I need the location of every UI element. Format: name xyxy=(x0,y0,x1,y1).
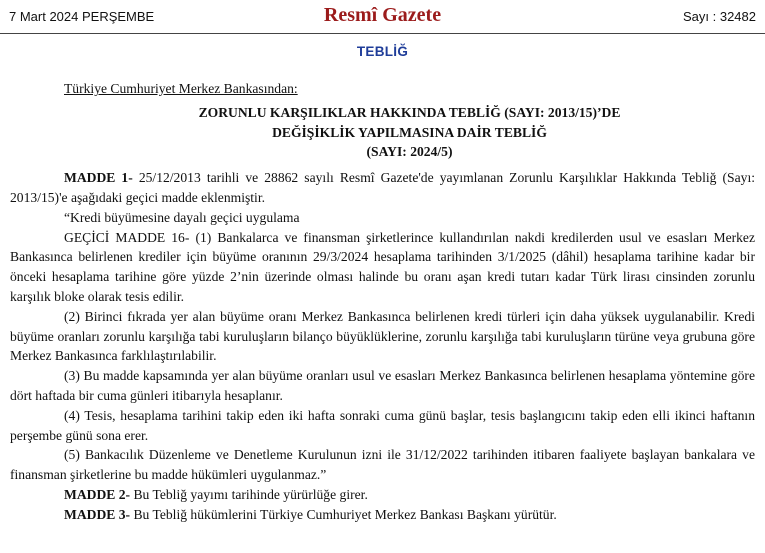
article-text: Bu Tebliğ yayımı tarihinde yürürlüğe girer. xyxy=(130,486,368,502)
article-text: Bu Tebliğ hükümlerini Türkiye Cumhuriyet Merkez Bankası Başkanı yürütür. xyxy=(130,506,557,522)
article-paragraph xyxy=(10,406,755,446)
article-paragraph xyxy=(10,228,755,307)
article-label: MADDE 1- xyxy=(64,170,133,186)
article-paragraph xyxy=(10,307,755,366)
article-label: MADDE 3- xyxy=(64,506,131,522)
issuer-line: Türkiye Cumhuriyet Merkez Bankasından: xyxy=(64,81,298,96)
publication-date: 7 Mart 2024 PERŞEMBE xyxy=(9,9,155,24)
title-line: DEĞİŞİKLİK YAPILMASINA DAİR TEBLİĞ xyxy=(272,124,547,140)
articles xyxy=(10,168,755,524)
article-text: (5) Bankacılık Düzenleme ve Denetleme Kurulunun izni ile 31/12/2022 tarihinden itibaren faaliyete başlayan bankalara ve finansman şirketlerine bu madde hükümleri uygulanmaz.” xyxy=(10,447,755,483)
title-line: ZORUNLU KARŞILIKLAR HAKKINDA TEBLİĞ (SAYI: 2013/15)’DE xyxy=(198,104,621,120)
document-body xyxy=(0,59,765,525)
article-paragraph xyxy=(10,505,755,525)
gazette-header xyxy=(0,0,765,34)
article-text: (3) Bu madde kapsamında yer alan büyüme oranları usul ve esasları Merkez Bankasınca belirlenen hesaplama yöntemine göre dört haftada bir cuma günleri itibarıyla hesaplanır. xyxy=(10,368,755,403)
article-paragraph xyxy=(10,366,755,406)
issue-number: Sayı : 32482 xyxy=(683,9,756,24)
article-paragraph xyxy=(10,168,755,208)
article-paragraph xyxy=(10,485,755,505)
article-paragraph xyxy=(10,208,755,228)
article-text: 25/12/2013 tarihli ve 28862 sayılı Resmî Gazete'de yayımlanan Zorunlu Karşılıklar Hakkında Tebliğ (Sayı: 2013/15)'e aşağıdaki geçici madde eklenmiştir. xyxy=(10,170,755,205)
document-title xyxy=(64,103,755,162)
article-text: (4) Tesis, hesaplama tarihini takip eden iki hafta sonraki cuma günü başlar, tesis başlangıcını takip eden elli ikinci haftanın perşembe günü sona erer. xyxy=(10,407,755,443)
section-heading: TEBLİĞ xyxy=(356,44,409,59)
title-line: (SAYI: 2024/5) xyxy=(366,144,453,160)
article-paragraph xyxy=(10,445,755,485)
article-label: MADDE 2- xyxy=(64,486,131,502)
gazette-title: Resmî Gazete xyxy=(323,4,442,26)
article-text: (2) Birinci fıkrada yer alan büyüme oranı Merkez Bankasınca belirlenen kredi türleri için daha yüksek uygulanabilir. Kredi büyüme oranları zorunlu karşılığa tabi kuruluşların bilanço büyüklüklerine, zorunlu karşılığa tabi kuruluşların türüne veya grubuna göre Merkez Bankasınca farklılaştırılabilir. xyxy=(10,308,755,364)
article-text: “Kredi büyümesine dayalı geçici uygulama xyxy=(64,209,300,225)
article-text: GEÇİCİ MADDE 16- (1) Bankalarca ve finansman şirketlerince kullandırılan nakdi kredilerden usul ve esasları Merkez Bankasınca belirlenen krediler için büyüme oranının 29/3/2024 hesaplama tarihinden 3/1/2025 (dâhil) hesaplama tarihine kadar bir önceki hesaplama tarihine göre yüzde 2’nin üzerinde olması halinde bu oranı aşan kredi tutarı kadar Türk lirası cinsinden zorunlu karşılık bloke olarak tesis edilir. xyxy=(10,229,755,304)
